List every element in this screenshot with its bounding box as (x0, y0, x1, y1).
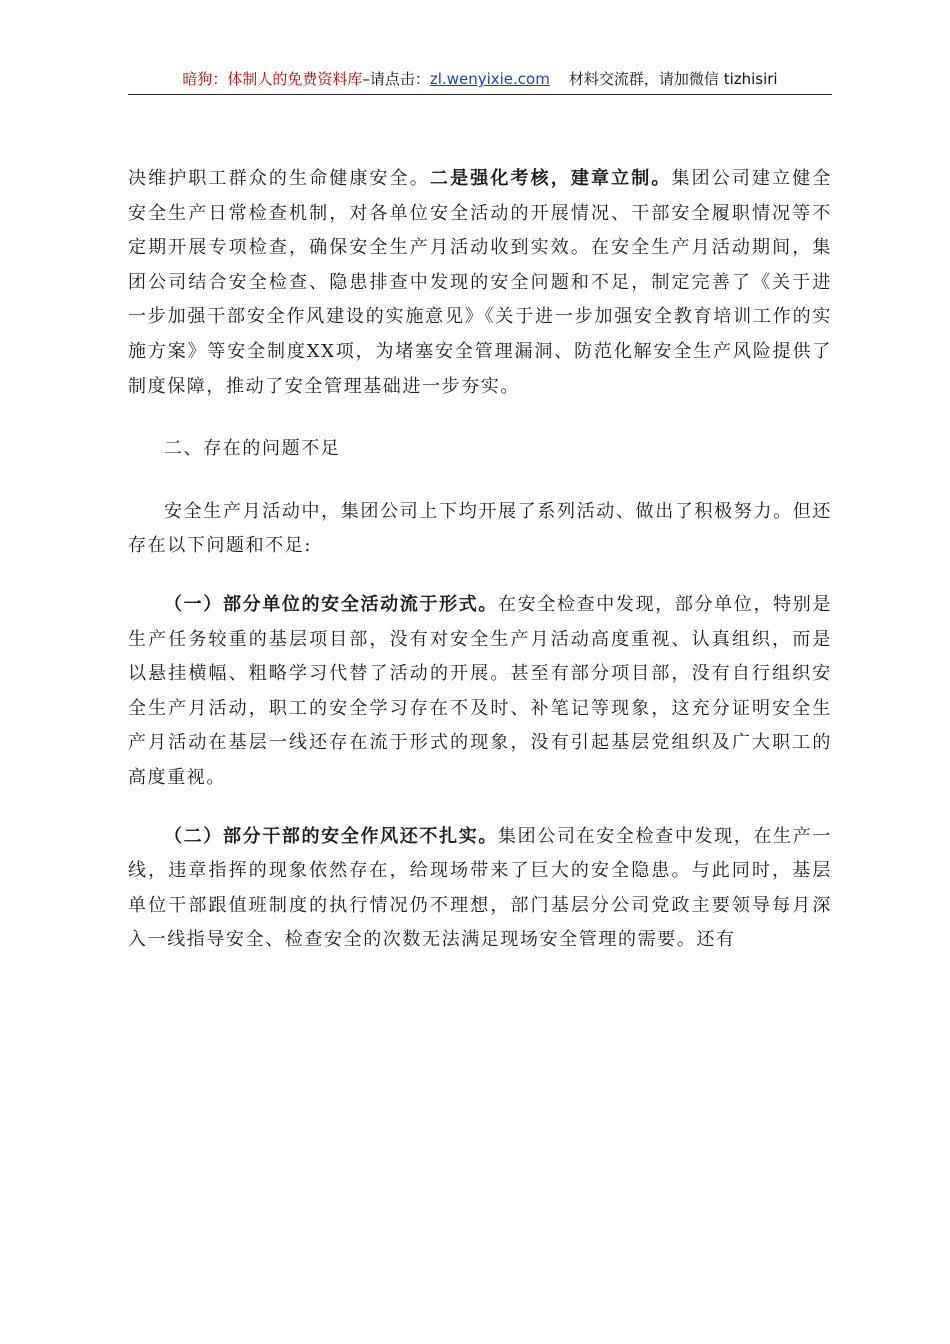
paragraph-text: 决维护职工群众的生命健康安全。 (128, 168, 430, 189)
header-site-name: 暗狗：体制人的免费资料库 (182, 70, 363, 88)
document-body (128, 162, 832, 958)
paragraph-bold-lead: （一）部分单位的安全活动流于形式。 (164, 593, 499, 615)
header-click-prompt: –请点击： (362, 70, 430, 88)
paragraph-issue-2 (128, 820, 832, 958)
page-header (128, 68, 832, 95)
paragraph-continuation (128, 162, 832, 404)
paragraph-text: 集团公司在安全检查中发现，在生产一线，违章指挥的现象依然存在，给现场带来了巨大的安全隐患。与此同时，基层单位干部跟值班制度的执行情况仍不理想，部门基层分公司党政主要领导每月深入一线指导安全、检查安全的次数无法满足现场安全管理的需要。还有 (128, 825, 833, 951)
header-link[interactable]: zl.wenyixie.com (429, 70, 550, 88)
section-heading: 二、存在的问题不足 (164, 438, 341, 460)
paragraph-bold-lead: （二）部分干部的安全作风还不扎实。 (164, 825, 499, 847)
paragraph-text: 在安全检查中发现，部分单位，特别是生产任务较重的基层项目部，没有对安全生产月活动高度重视、认真组织，而是以悬挂横幅、粗略学习代替了活动的开展。甚至有部分项目部，没有自行组织安全生产月活动，职工的安全学习存在不及时、补笔记等现象，这充分证明安全生产月活动在基层一线还存在流于形式的现象，没有引起基层党组织及广大职工的高度重视。 (128, 593, 833, 788)
paragraph-text: 集团公司建立健全安全生产日常检查机制，对各单位安全活动的开展情况、干部安全履职情况等不定期开展专项检查，确保安全生产月活动收到实效。在安全生产月活动期间，集团公司结合安全检查、隐患排查中发现的安全问题和不足，制定完善了《关于进一步加强干部安全作风建设的实施意见》《关于进一步加强安全教育培训工作的实施方案》等安全制度XX项，为堵塞安全管理漏洞、防范化解安全生产风险提供了制度保障，推动了安全管理基础进一步夯实。 (128, 168, 832, 397)
header-wechat-note: 材料交流群，请加微信 tizhisiri (568, 70, 778, 88)
paragraph-intro: 安全生产月活动中，集团公司上下均开展了系列活动、做出了积极努力。但还存在以下问题和不足: (128, 500, 832, 557)
paragraph-bold-lead: 二是强化考核，建章立制。 (429, 168, 672, 189)
paragraph-issue-1 (128, 588, 832, 796)
